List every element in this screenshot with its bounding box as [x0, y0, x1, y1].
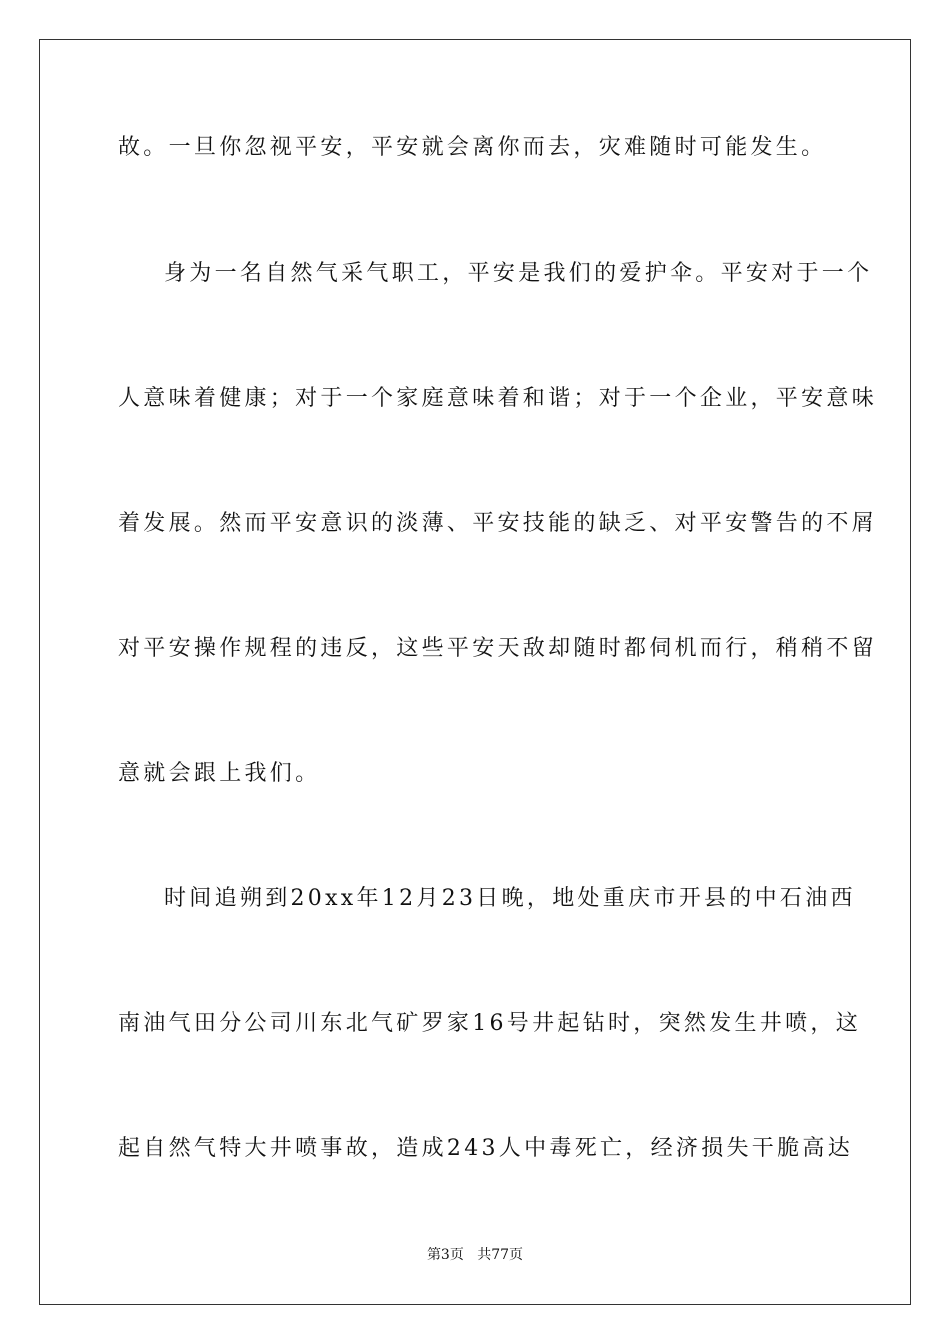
- page-border: [39, 39, 911, 1305]
- text-line: 南油气田分公司川东北气矿罗家16号井起钻时，突然发生井喷，这: [118, 1011, 861, 1036]
- text-line: 起自然气特大井喷事故，造成243人中毒死亡，经济损失干脆高达: [118, 1136, 853, 1161]
- text-line: 身为一名自然气采气职工，平安是我们的爱护伞。平安对于一个: [164, 261, 873, 286]
- text-line: 时间追朔到20xx年12月23日晚，地处重庆市开县的中石油西: [164, 886, 856, 911]
- text-line: 人意味着健康；对于一个家庭意味着和谐；对于一个企业，平安意味: [118, 386, 878, 411]
- text-line: 意就会跟上我们。: [118, 761, 321, 786]
- page-total: 共77页: [477, 1247, 524, 1263]
- page-number: 第3页: [426, 1247, 464, 1263]
- text-line: 故。一旦你忽视平安，平安就会离你而去，灾难随时可能发生。: [118, 135, 827, 160]
- text-line: 着发展。然而平安意识的淡薄、平安技能的缺乏、对平安警告的不屑: [118, 511, 878, 536]
- text-line: 对平安操作规程的违反，这些平安天敌却随时都伺机而行，稍稍不留: [118, 636, 878, 661]
- page-footer: [0, 1246, 950, 1264]
